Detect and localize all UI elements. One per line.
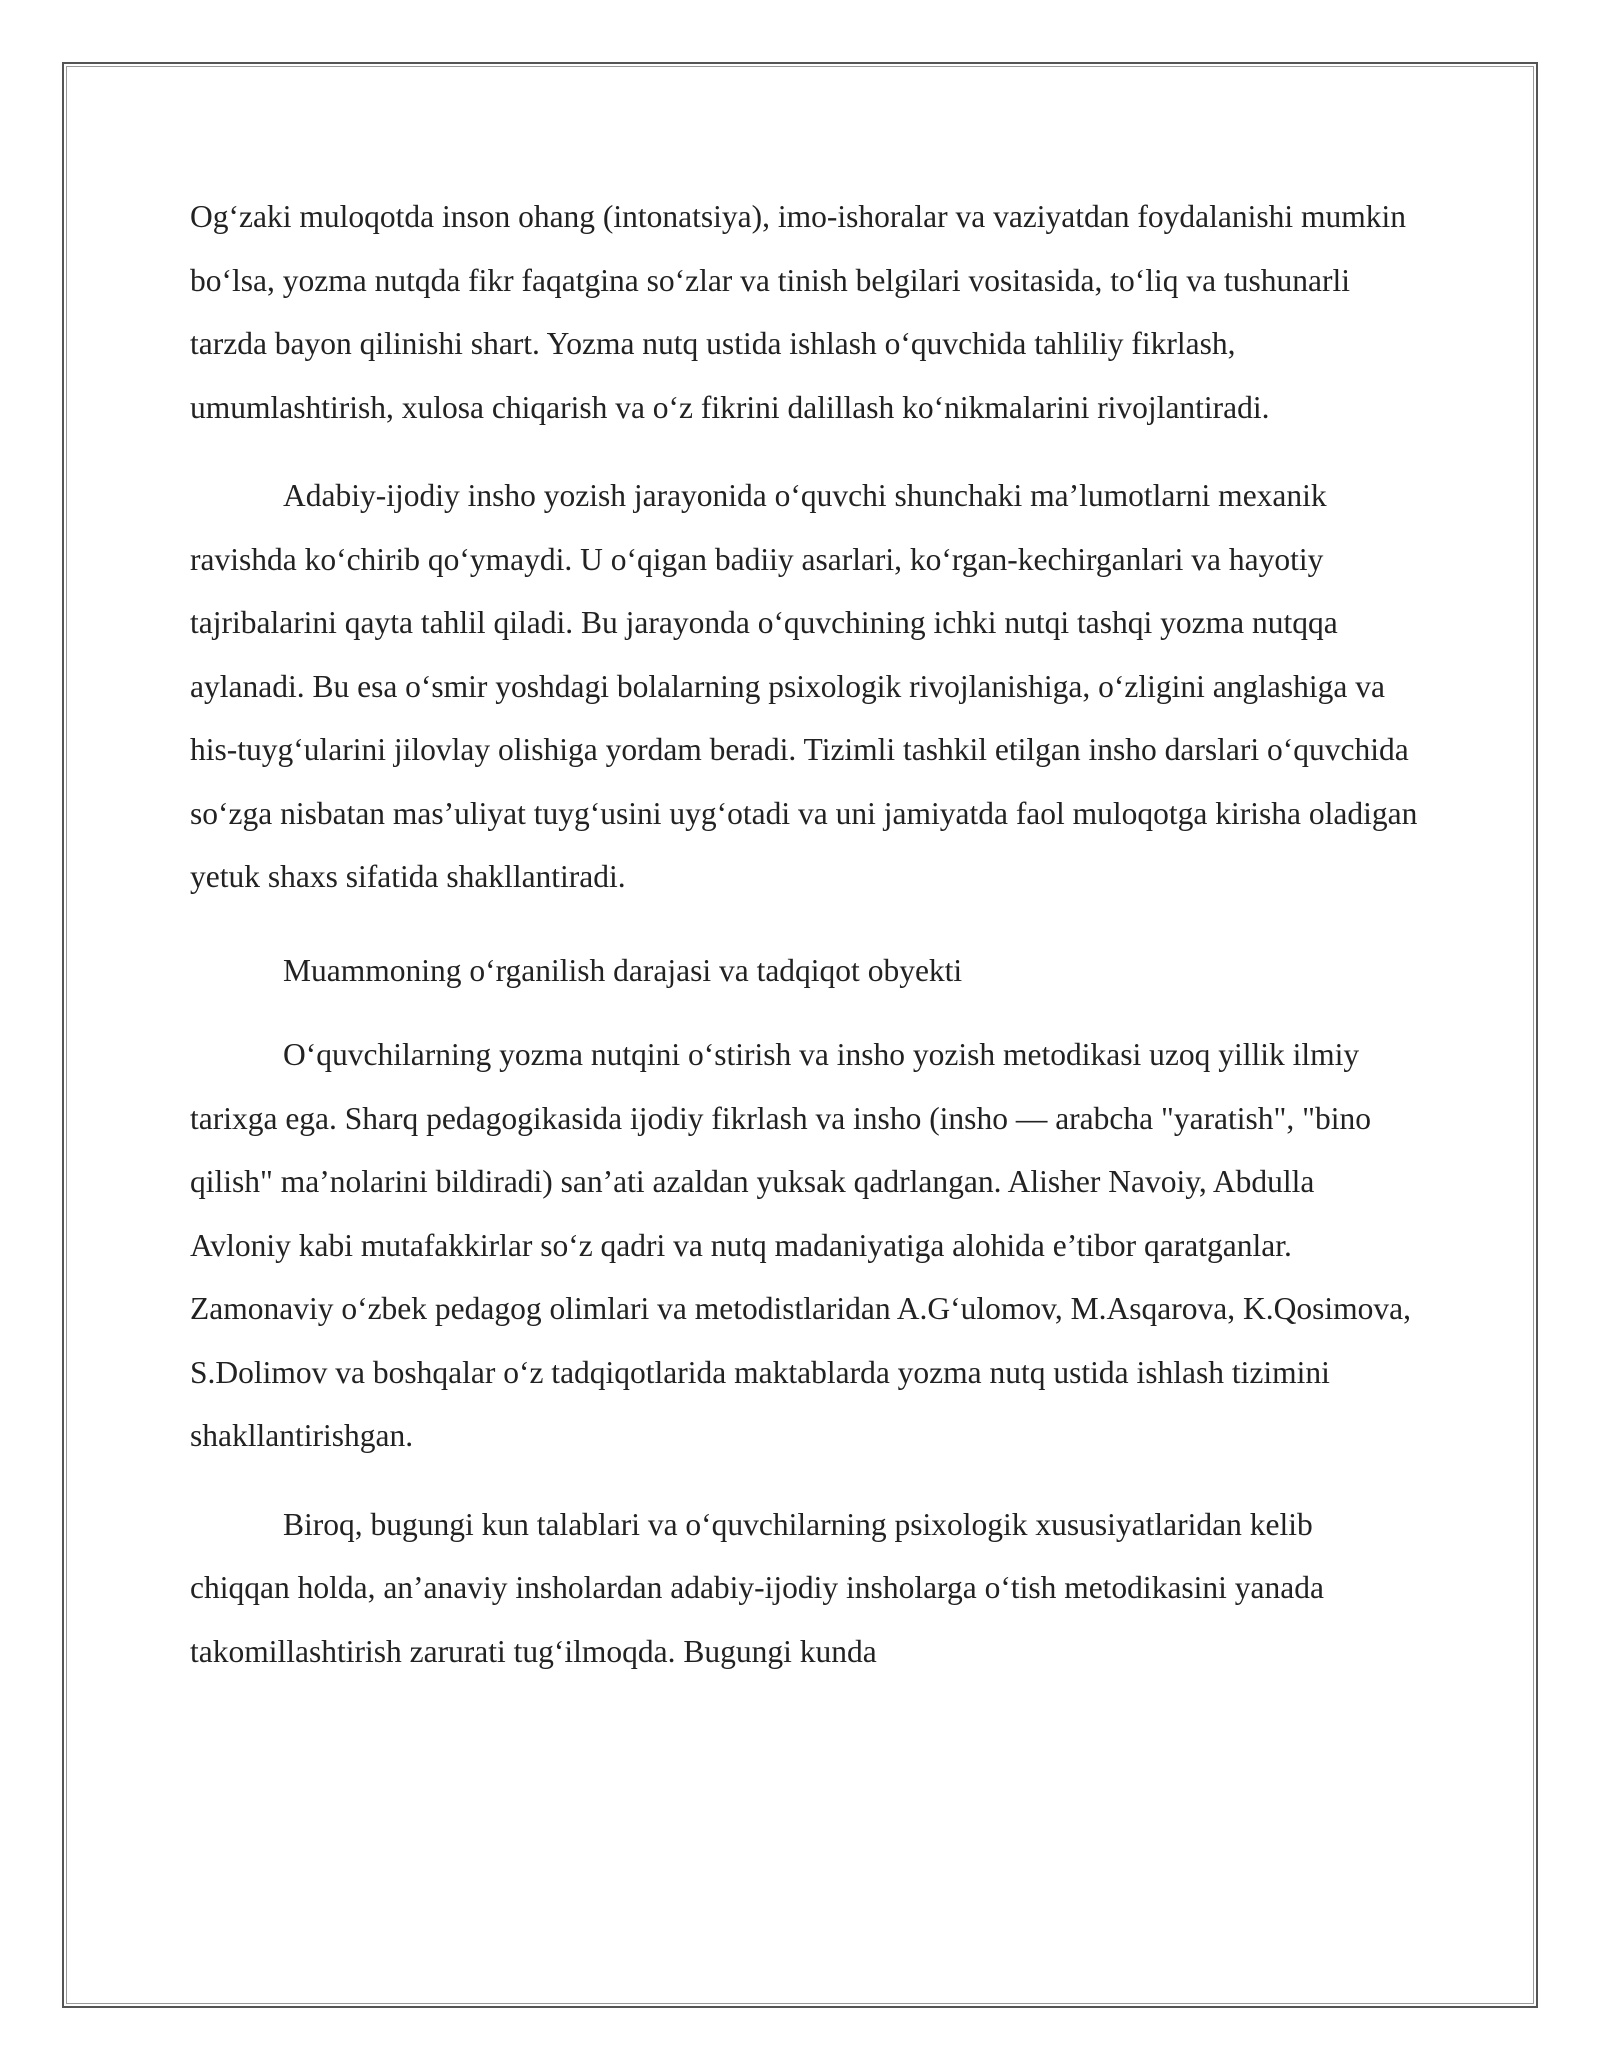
paragraph-4: Biroq, bugungi kun talablari va o‘quvchilarning psixologik xususiyatlaridan kelib chiqqan holda, an’anaviy insholardan adabiy-ijodiy insholarga o‘tish metodikasini yanada takomillashtirish zarurati tug‘ilmoqda. Bugungi kunda	[190, 1506, 1324, 1669]
paragraph-1: Og‘zaki muloqotda inson ohang (intonatsiya), imo-ishoralar va vaziyatdan foydalanishi mumkin bo‘lsa, yozma nutqda fikr faqatgina so‘zlar va tinish belgilari vositasida, to‘liq va tushunarli tarzda bayon qilinishi shart. Yozma nutq ustida ishlash o‘quvchida tahliliy fikrlash, umumlashtirish, xulosa chiqarish va o‘z fikrini dalillash ko‘nikmalarini rivojlantiradi.	[190, 199, 1406, 425]
paragraph-3: O‘quvchilarning yozma nutqini o‘stirish va insho yozish metodikasi uzoq yillik ilmiy tarixga ega. Sharq pedagogikasida ijodiy fikrlash va insho (insho — arabcha "yaratish", "bino qilish" ma’nolarini bildiradi) san’ati azaldan yuksak qadrlangan. Alisher Navoiy, Abdulla Avloniy kabi mutafakkirlar so‘z qadri va nutq madaniyatiga alohida e’tibor qaratganlar. Zamonaviy o‘zbek pedagog olimlari va metodistlaridan A.G‘ulomov, M.Asqarova, K.Qosimova, S.Dolimov va boshqalar o‘z tadqiqotlarida maktablarda yozma nutq ustida ishlash tizimini shakllantirishgan.	[190, 1037, 1411, 1453]
section-heading: Muammoning o‘rganilish darajasi va tadqiqot obyekti	[283, 952, 963, 988]
paragraph-2: Adabiy-ijodiy insho yozish jarayonida o‘quvchi shunchaki ma’lumotlarni mexanik ravishda ko‘chirib qo‘ymaydi. U o‘qigan badiiy asarlari, ko‘rgan-kechirganlari va hayotiy tajribalarini qayta tahlil qiladi. Bu jarayonda o‘quvchining ichki nutqi tashqi yozma nutqqa aylanadi. Bu esa o‘smir yoshdagi bolalarning psixologik rivojlanishiga, o‘zligini anglashiga va his-tuyg‘ularini jilovlay olishiga yordam beradi. Tizimli tashkil etilgan insho darslari o‘quvchida so‘zga nisbatan mas’uliyat tuyg‘usini uyg‘otadi va uni jamiyatda faol muloqotga kirisha oladigan yetuk shaxs sifatida shakllantiradi.	[190, 478, 1418, 894]
document-body	[190, 185, 1420, 1708]
